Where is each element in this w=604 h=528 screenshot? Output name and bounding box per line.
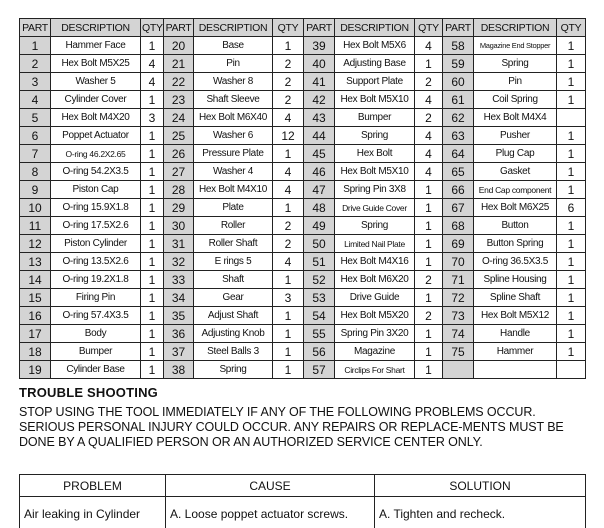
part-description: Pin xyxy=(474,73,557,91)
part-description: Washer 5 xyxy=(51,73,141,91)
part-number: 67 xyxy=(443,199,474,217)
part-qty: 1 xyxy=(415,325,443,343)
table-row xyxy=(20,145,586,163)
table-row xyxy=(20,307,586,325)
parts-header-cell: DESCRIPTION xyxy=(474,19,557,37)
trouble-problem: Air leaking in Cylinder xyxy=(20,497,166,528)
part-description: Magazine End Stopper xyxy=(474,37,557,55)
trouble-shooting-warning: STOP USING THE TOOL IMMEDIATELY IF ANY OF THE FOLLOWING PROBLEMS OCCUR. SERIOUS PERSONAL INJURY COULD OCCUR. ANY REPAIRS OR REPLACE-MENTS MUST BE DONE BY A QUALIFIED PERSON OR AN AUTHORIZED SERVICE CENTER ONLY. xyxy=(19,405,564,449)
part-description: O-ring 15.9X1.8 xyxy=(51,199,141,217)
part-description: Pressure Plate xyxy=(194,145,273,163)
part-number: 63 xyxy=(443,127,474,145)
part-qty: 1 xyxy=(273,325,304,343)
part-qty: 1 xyxy=(557,145,586,163)
part-number: 3 xyxy=(20,73,51,91)
part-number: 18 xyxy=(20,343,51,361)
parts-header-cell: QTY xyxy=(557,19,586,37)
part-number: 62 xyxy=(443,109,474,127)
part-qty: 6 xyxy=(557,199,586,217)
table-row xyxy=(20,73,586,91)
part-number: 16 xyxy=(20,307,51,325)
part-description: Adjust Shaft xyxy=(194,307,273,325)
part-number: 64 xyxy=(443,145,474,163)
part-qty: 2 xyxy=(273,235,304,253)
table-row xyxy=(20,37,586,55)
part-number: 38 xyxy=(164,361,194,379)
part-number: 61 xyxy=(443,91,474,109)
part-qty: 1 xyxy=(141,361,164,379)
part-description: Hex Bolt M5X6 xyxy=(335,37,415,55)
part-qty: 1 xyxy=(141,271,164,289)
part-qty: 2 xyxy=(273,91,304,109)
table-row xyxy=(20,217,586,235)
part-qty: 2 xyxy=(273,217,304,235)
part-description: Poppet Actuator xyxy=(51,127,141,145)
part-qty: 4 xyxy=(273,253,304,271)
part-qty: 1 xyxy=(557,271,586,289)
part-description: Cylinder Cover xyxy=(51,91,141,109)
part-description: Spring xyxy=(474,55,557,73)
part-number: 13 xyxy=(20,253,51,271)
part-description: Hammer Face xyxy=(51,37,141,55)
table-row xyxy=(20,253,586,271)
part-description: Washer 8 xyxy=(194,73,273,91)
part-description: Hex Bolt xyxy=(335,145,415,163)
part-number: 19 xyxy=(20,361,51,379)
part-number: 50 xyxy=(304,235,335,253)
parts-header-cell: PART xyxy=(164,19,194,37)
part-number: 70 xyxy=(443,253,474,271)
part-description: E rings 5 xyxy=(194,253,273,271)
part-qty: 1 xyxy=(557,73,586,91)
part-description: Cylinder Base xyxy=(51,361,141,379)
part-qty: 1 xyxy=(141,37,164,55)
part-description: Bumper xyxy=(51,343,141,361)
part-description: Hex Bolt M6X25 xyxy=(474,199,557,217)
part-number: 69 xyxy=(443,235,474,253)
part-description xyxy=(474,361,557,379)
part-number: 12 xyxy=(20,235,51,253)
part-number: 54 xyxy=(304,307,335,325)
part-description: O-ring 46.2X2.65 xyxy=(51,145,141,163)
part-number: 75 xyxy=(443,343,474,361)
part-number: 49 xyxy=(304,217,335,235)
part-description: Hex Bolt M6X40 xyxy=(194,109,273,127)
trouble-header-cell: CAUSE xyxy=(166,475,375,497)
part-qty: 1 xyxy=(141,235,164,253)
part-description: Shaft xyxy=(194,271,273,289)
part-description: Spring xyxy=(194,361,273,379)
part-qty: 1 xyxy=(557,163,586,181)
parts-header-cell: PART xyxy=(443,19,474,37)
part-description: Shaft Sleeve xyxy=(194,91,273,109)
part-description: Button Spring xyxy=(474,235,557,253)
part-number: 40 xyxy=(304,55,335,73)
part-number: 31 xyxy=(164,235,194,253)
part-qty: 1 xyxy=(141,343,164,361)
part-number: 23 xyxy=(164,91,194,109)
parts-header-cell: DESCRIPTION xyxy=(51,19,141,37)
part-description: Piston Cap xyxy=(51,181,141,199)
part-description: Spring Pin 3X20 xyxy=(335,325,415,343)
parts-header-cell: QTY xyxy=(273,19,304,37)
part-qty: 1 xyxy=(141,325,164,343)
part-number: 53 xyxy=(304,289,335,307)
part-number: 30 xyxy=(164,217,194,235)
part-number: 29 xyxy=(164,199,194,217)
part-description: Pusher xyxy=(474,127,557,145)
part-number: 1 xyxy=(20,37,51,55)
part-number: 17 xyxy=(20,325,51,343)
part-number: 41 xyxy=(304,73,335,91)
part-number: 25 xyxy=(164,127,194,145)
part-number: 47 xyxy=(304,181,335,199)
part-number: 45 xyxy=(304,145,335,163)
table-row xyxy=(20,289,586,307)
part-number: 21 xyxy=(164,55,194,73)
part-description: Gasket xyxy=(474,163,557,181)
part-description: Adjusting Base xyxy=(335,55,415,73)
part-qty: 4 xyxy=(415,145,443,163)
part-qty: 1 xyxy=(273,343,304,361)
trouble-shooting-header-row xyxy=(20,475,586,497)
parts-header-cell: DESCRIPTION xyxy=(194,19,273,37)
table-row xyxy=(20,163,586,181)
parts-header-cell: PART xyxy=(304,19,335,37)
part-description: Drive Guide xyxy=(335,289,415,307)
part-number: 71 xyxy=(443,271,474,289)
part-description: Washer 6 xyxy=(194,127,273,145)
table-row xyxy=(20,235,586,253)
part-qty: 1 xyxy=(557,181,586,199)
part-description: Hex Bolt M4X10 xyxy=(194,181,273,199)
part-number: 22 xyxy=(164,73,194,91)
table-row xyxy=(20,55,586,73)
part-number: 60 xyxy=(443,73,474,91)
part-description: O-ring 54.2X3.5 xyxy=(51,163,141,181)
part-qty: 2 xyxy=(415,109,443,127)
part-qty: 1 xyxy=(557,91,586,109)
part-qty: 1 xyxy=(557,325,586,343)
part-qty: 1 xyxy=(557,127,586,145)
part-number: 52 xyxy=(304,271,335,289)
table-row xyxy=(20,325,586,343)
part-number: 8 xyxy=(20,163,51,181)
part-number: 44 xyxy=(304,127,335,145)
part-qty: 1 xyxy=(273,271,304,289)
part-qty: 1 xyxy=(141,145,164,163)
part-number: 7 xyxy=(20,145,51,163)
trouble-shooting-table xyxy=(19,474,586,528)
part-qty: 1 xyxy=(415,55,443,73)
part-description: Hex Bolt M5X20 xyxy=(335,307,415,325)
part-description: Body xyxy=(51,325,141,343)
part-description: Drive Guide Cover xyxy=(335,199,415,217)
parts-header-cell: PART xyxy=(20,19,51,37)
part-qty: 1 xyxy=(141,217,164,235)
part-qty: 3 xyxy=(141,109,164,127)
table-row xyxy=(20,361,586,379)
parts-list-table xyxy=(19,18,586,379)
part-number: 56 xyxy=(304,343,335,361)
part-number: 24 xyxy=(164,109,194,127)
parts-header-row xyxy=(20,19,586,37)
part-qty: 1 xyxy=(141,127,164,145)
part-number: 51 xyxy=(304,253,335,271)
part-number: 72 xyxy=(443,289,474,307)
part-number: 15 xyxy=(20,289,51,307)
part-qty: 1 xyxy=(557,217,586,235)
part-description: Circlips For Shart xyxy=(335,361,415,379)
part-number: 35 xyxy=(164,307,194,325)
trouble-cause: A. Loose poppet actuator screws. xyxy=(166,497,375,528)
parts-header-cell: QTY xyxy=(415,19,443,37)
part-description: Spline Housing xyxy=(474,271,557,289)
part-qty: 4 xyxy=(273,163,304,181)
part-qty: 1 xyxy=(415,253,443,271)
part-description: O-ring 19.2X1.8 xyxy=(51,271,141,289)
table-row xyxy=(20,199,586,217)
part-description: Base xyxy=(194,37,273,55)
part-qty: 2 xyxy=(273,55,304,73)
part-description: Hammer xyxy=(474,343,557,361)
part-qty: 1 xyxy=(141,199,164,217)
part-number: 42 xyxy=(304,91,335,109)
part-description: Spring xyxy=(335,127,415,145)
part-qty: 12 xyxy=(273,127,304,145)
part-qty: 1 xyxy=(557,289,586,307)
part-qty: 3 xyxy=(273,289,304,307)
part-number: 43 xyxy=(304,109,335,127)
part-description: Hex Bolt M5X10 xyxy=(335,91,415,109)
part-number: 32 xyxy=(164,253,194,271)
part-number: 55 xyxy=(304,325,335,343)
part-qty: 1 xyxy=(273,199,304,217)
part-qty: 4 xyxy=(415,163,443,181)
part-number: 20 xyxy=(164,37,194,55)
part-number: 9 xyxy=(20,181,51,199)
part-description: Button xyxy=(474,217,557,235)
part-qty: 1 xyxy=(415,217,443,235)
part-number: 73 xyxy=(443,307,474,325)
part-description: Firing Pin xyxy=(51,289,141,307)
part-qty: 1 xyxy=(557,55,586,73)
parts-table-body xyxy=(20,37,586,379)
table-row xyxy=(20,91,586,109)
part-qty: 1 xyxy=(415,343,443,361)
part-description: Hex Bolt M4X16 xyxy=(335,253,415,271)
part-qty: 1 xyxy=(141,163,164,181)
part-qty: 1 xyxy=(141,91,164,109)
part-number: 4 xyxy=(20,91,51,109)
part-number: 14 xyxy=(20,271,51,289)
part-qty: 1 xyxy=(557,307,586,325)
part-qty: 4 xyxy=(415,127,443,145)
parts-header-cell: DESCRIPTION xyxy=(335,19,415,37)
part-qty: 1 xyxy=(415,235,443,253)
part-description: Spring Pin 3X8 xyxy=(335,181,415,199)
part-qty: 1 xyxy=(273,145,304,163)
part-description: O-ring 57.4X3.5 xyxy=(51,307,141,325)
part-description: Hex Bolt M4X20 xyxy=(51,109,141,127)
part-description: Support Plate xyxy=(335,73,415,91)
part-number: 48 xyxy=(304,199,335,217)
parts-header-cell: QTY xyxy=(141,19,164,37)
part-qty xyxy=(557,361,586,379)
part-description: Hex Bolt M6X20 xyxy=(335,271,415,289)
part-description: Adjusting Knob xyxy=(194,325,273,343)
part-description: O-ring 13.5X2.6 xyxy=(51,253,141,271)
part-number: 5 xyxy=(20,109,51,127)
part-qty: 2 xyxy=(415,307,443,325)
part-description: Hex Bolt M5X12 xyxy=(474,307,557,325)
trouble-solution: A. Tighten and recheck. xyxy=(375,497,586,528)
table-row xyxy=(20,271,586,289)
table-row xyxy=(20,181,586,199)
part-description: Roller Shaft xyxy=(194,235,273,253)
part-number: 59 xyxy=(443,55,474,73)
part-number: 11 xyxy=(20,217,51,235)
part-number: 28 xyxy=(164,181,194,199)
part-qty: 1 xyxy=(415,181,443,199)
part-number: 34 xyxy=(164,289,194,307)
part-qty: 1 xyxy=(557,253,586,271)
part-description: Hex Bolt M4X4 xyxy=(474,109,557,127)
table-row xyxy=(20,343,586,361)
part-description: Roller xyxy=(194,217,273,235)
part-qty: 4 xyxy=(141,73,164,91)
part-description: Piston Cylinder xyxy=(51,235,141,253)
part-qty: 2 xyxy=(415,73,443,91)
trouble-shooting-table-body xyxy=(20,497,586,528)
part-number: 2 xyxy=(20,55,51,73)
part-qty: 1 xyxy=(415,361,443,379)
table-row xyxy=(20,127,586,145)
part-description: Gear xyxy=(194,289,273,307)
part-description: Hex Bolt M5X25 xyxy=(51,55,141,73)
part-number xyxy=(443,361,474,379)
part-qty: 2 xyxy=(415,271,443,289)
part-qty: 1 xyxy=(415,199,443,217)
part-description: Plate xyxy=(194,199,273,217)
part-number: 39 xyxy=(304,37,335,55)
part-description: Spline Shaft xyxy=(474,289,557,307)
part-description: Hex Bolt M5X10 xyxy=(335,163,415,181)
part-number: 74 xyxy=(443,325,474,343)
part-description: Magazine xyxy=(335,343,415,361)
part-qty: 1 xyxy=(273,361,304,379)
part-number: 65 xyxy=(443,163,474,181)
part-description: Washer 4 xyxy=(194,163,273,181)
part-description: End Cap component xyxy=(474,181,557,199)
part-description: Pin xyxy=(194,55,273,73)
part-description: O-ring 17.5X2.6 xyxy=(51,217,141,235)
part-qty: 4 xyxy=(141,55,164,73)
part-number: 46 xyxy=(304,163,335,181)
part-number: 37 xyxy=(164,343,194,361)
part-qty: 1 xyxy=(557,235,586,253)
part-qty: 4 xyxy=(415,91,443,109)
part-qty: 4 xyxy=(273,181,304,199)
trouble-shooting-heading: TROUBLE SHOOTING xyxy=(19,385,158,400)
part-qty: 1 xyxy=(415,289,443,307)
table-row xyxy=(20,497,586,528)
part-number: 36 xyxy=(164,325,194,343)
part-description: Plug Cap xyxy=(474,145,557,163)
part-description: Coil Spring xyxy=(474,91,557,109)
part-number: 33 xyxy=(164,271,194,289)
part-number: 66 xyxy=(443,181,474,199)
part-qty: 1 xyxy=(141,181,164,199)
part-qty: 4 xyxy=(273,109,304,127)
part-qty: 1 xyxy=(273,37,304,55)
part-qty: 1 xyxy=(273,307,304,325)
part-qty: 1 xyxy=(141,307,164,325)
part-description: Spring xyxy=(335,217,415,235)
part-qty: 1 xyxy=(557,343,586,361)
part-qty: 2 xyxy=(273,73,304,91)
part-number: 58 xyxy=(443,37,474,55)
part-description: Handle xyxy=(474,325,557,343)
part-qty: 1 xyxy=(141,253,164,271)
table-row xyxy=(20,109,586,127)
part-number: 27 xyxy=(164,163,194,181)
part-qty xyxy=(557,109,586,127)
part-number: 26 xyxy=(164,145,194,163)
trouble-header-cell: SOLUTION xyxy=(375,475,586,497)
trouble-header-cell: PROBLEM xyxy=(20,475,166,497)
part-number: 68 xyxy=(443,217,474,235)
part-qty: 1 xyxy=(557,37,586,55)
part-number: 57 xyxy=(304,361,335,379)
part-description: O-ring 36.5X3.5 xyxy=(474,253,557,271)
part-qty: 1 xyxy=(141,289,164,307)
part-number: 6 xyxy=(20,127,51,145)
part-description: Bumper xyxy=(335,109,415,127)
part-description: Limited Nail Plate xyxy=(335,235,415,253)
part-description: Steel Balls 3 xyxy=(194,343,273,361)
part-number: 10 xyxy=(20,199,51,217)
part-qty: 4 xyxy=(415,37,443,55)
